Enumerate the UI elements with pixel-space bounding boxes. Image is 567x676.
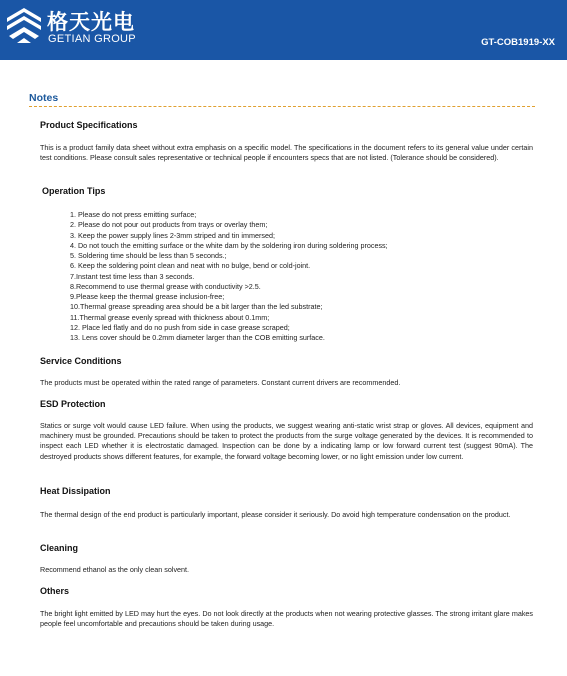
list-item: 3. Keep the power supply lines 2-3mm striped and tin immersed; [70,230,275,240]
operation-tips-heading: Operation Tips [42,186,106,196]
list-item: 4. Do not touch the emitting surface or the white dam by the soldering iron during soldering process; [70,240,388,250]
esd-protection-heading: ESD Protection [40,399,106,409]
cleaning-text: Recommend ethanol as the only clean solvent. [40,565,190,574]
list-item: 11.Thermal grease evenly spread with thickness about 0.1mm; [70,312,270,322]
cleaning-heading: Cleaning [40,543,79,553]
list-item: 2. Please do not pour out products from trays or overlay them; [70,220,268,230]
list-item: 5. Soldering time should be less than 5 seconds.; [70,251,227,260]
list-item: 6. Keep the soldering point clean and neat with no bulge, bend or cold-joint. [70,261,311,271]
product-specs-text: This is a product family data sheet without extra emphasis on a specific model. The specifications in the document refers to its general value under certain test conditions. Please consult sales representative or technical people if encounters specs that are not listed. (Tolerance should be considered). [40,143,533,163]
heat-dissipation-text: The thermal design of the end product is particularly important, please consider it seriously. Do avoid high temperature condensation on the product. [40,510,511,519]
esd-protection-text: Statics or surge volt would cause LED failure. When using the products, we suggest wearing anti-static wrist strap or gloves. All devices, equipment and machinery must be grounded. Precautions should be taken to protect the products from the surge voltage generated by the devices. It is recommended to inspect each LED whether it is electrostatic damaged. Inspection can be done by a indicating lamp or low forward current test (suggest 90mA). The destroyed products shows different features, for example, the forward voltage becoming lower, or no light emission under low current. [40,421,533,461]
list-item: 7.Instant test time less than 3 seconds. [70,271,195,281]
service-conditions-text: The products must be operated within the rated range of parameters. Constant current drivers are recommended. [40,378,401,387]
notes-title: Notes [29,92,59,104]
heat-dissipation-heading: Heat Dissipation [40,486,111,496]
list-item: 9.Please keep the thermal grease inclusion-free; [70,292,225,301]
operation-tips-list [70,210,388,343]
company-name-cn: 格天光电 [47,10,135,34]
notes-divider [29,106,535,107]
model-number: GT-COB1919-XX [481,37,555,48]
company-logo-icon [5,6,43,46]
others-heading: Others [40,586,70,596]
list-item: 1. Please do not press emitting surface; [70,210,197,219]
list-item: 13. Lens cover should be 0.2mm diameter larger than the COB emitting surface. [70,333,325,342]
product-specs-heading: Product Specifications [40,120,138,130]
company-name-en: GETIAN GROUP [48,33,136,45]
service-conditions-heading: Service Conditions [40,356,122,366]
page-header [0,0,567,60]
list-item: 10.Thermal grease spreading area should be a bit larger than the led substrate; [70,302,323,312]
list-item: 8.Recommend to use thermal grease with conductivity >2.5. [70,281,261,291]
others-text: The bright light emitted by LED may hurt the eyes. Do not look directly at the products when not wearing protective glasses. The strong irritant glare makes people feel uncomfortable and precautions should be taken during usage. [40,609,533,629]
list-item: 12. Place led flatly and do no push from side in case grease scraped; [70,322,290,332]
